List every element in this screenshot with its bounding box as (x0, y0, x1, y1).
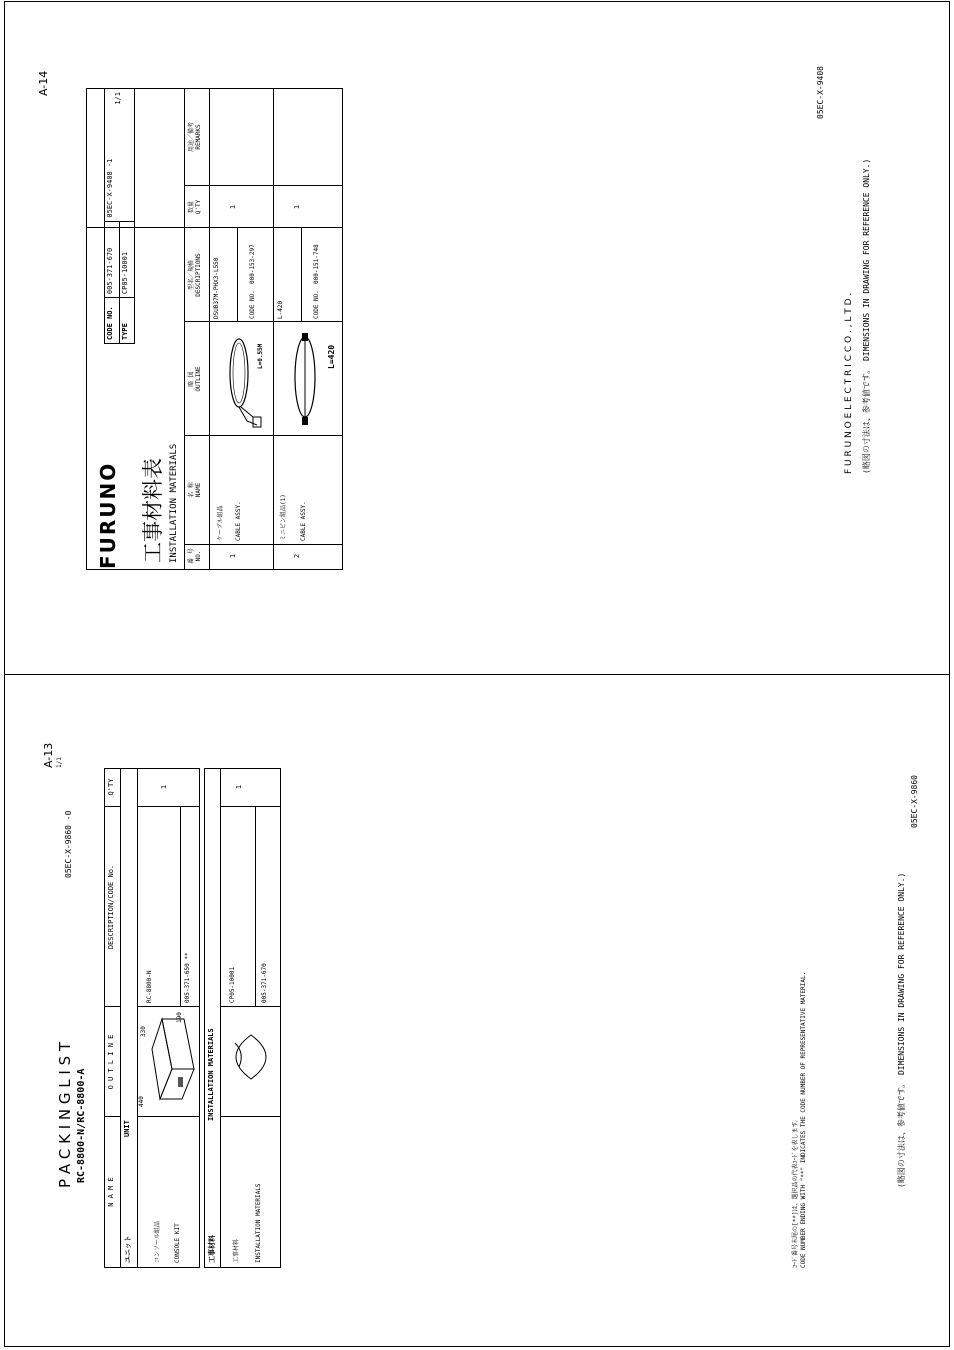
type-value: CP05-10001 (120, 221, 135, 298)
model-name: RC-8800-N/RC-8800-A (76, 1068, 87, 1183)
bag-outline (225, 1027, 277, 1087)
dimension-note: (略図の寸法は、参考値です。 DIMENSIONS IN DRAWING FOR REFERENCE ONLY.) (897, 872, 906, 1188)
sheet-a14 (4, 1, 950, 674)
dimension-note: (略図の寸法は、参考値です。 DIMENSIONS IN DRAWING FOR REFERENCE ONLY.) (862, 158, 871, 474)
sheet-count: 1/1 (56, 757, 63, 768)
console-outline (140, 1013, 198, 1109)
company-name: F U R U N O E L E C T R I C C O . , L T D . (844, 292, 854, 474)
right-doc-no: 05EC-X-9408 (816, 66, 825, 119)
code-no: 005-371-670 (105, 221, 120, 298)
installation-section: 工事材料 INSTALLATION MATERIALS (204, 768, 221, 1268)
table-row: 工事材料 INSTALLATION MATERIALS CP05-10001 005-371-670 1 (221, 768, 281, 1268)
doc-no: 05EC-X-9860 -0 (64, 810, 73, 878)
title-en: INSTALLATION MATERIALS (169, 443, 179, 563)
table-row: コンソール組品 CONSOLE KIT 440 330 190 RC-8800-N 005-371-650 ** 1 (138, 768, 200, 1268)
packing-header-row: N A M E O U T L I N E DESCRIPTION/CODE No. Q'TY (104, 768, 121, 1268)
bottom-doc-no: 05EC-X-9860 (910, 775, 919, 828)
page-title: P A C K I N G L I S T (56, 1041, 74, 1188)
title-jp: 工事材料表 (141, 458, 165, 563)
furuno-logo: FURUNO (96, 461, 120, 569)
representative-note-en: CODE NUMBER ENDING WITH "**" INDICATES THE CODE NUMBER OF REPRESENTATIVE MATERIAL. (800, 971, 807, 1268)
materials-table: 工事材料表 INSTALLATION MATERIALS 番 号 NO. 名 称 NAME 略 図 OUTLINE 型名／規格 DESCRIPTIONS 数量 Q'TY 用途／備考 REMARKS 1 ケーブル組品 CABLE ASSY. L=0.55M DSUB37M-PHX3-L550 CODE NO. 000-153-297 1 2 ミニピン組品(1) CABLE ASSY. L=420 L-420 CODE NO. 000-151-748 1 (86, 88, 343, 570)
header-row: 番 号 NO. 名 称 NAME 略 図 OUTLINE 型名／規格 DESCRIPTIONS 数量 Q'TY 用途／備考 REMARKS (188, 122, 202, 564)
sheet-count: 1/1 (114, 92, 122, 105)
type-label: TYPE (120, 298, 135, 344)
representative-note-jp: ｺｰﾄﾞ番号末尾の[**]は、選択品の代表ｺｰﾄﾞを表します。 (792, 1116, 799, 1268)
code-no-label: CODE NO. (105, 298, 120, 344)
page-number: A-14 (37, 70, 50, 96)
unit-section: ユニット UNIT (121, 768, 138, 1268)
doc-no: 05EC-X-9408 -1 (106, 158, 114, 218)
sheet-a13 (4, 675, 950, 1348)
page-number: A-13 (42, 742, 55, 768)
